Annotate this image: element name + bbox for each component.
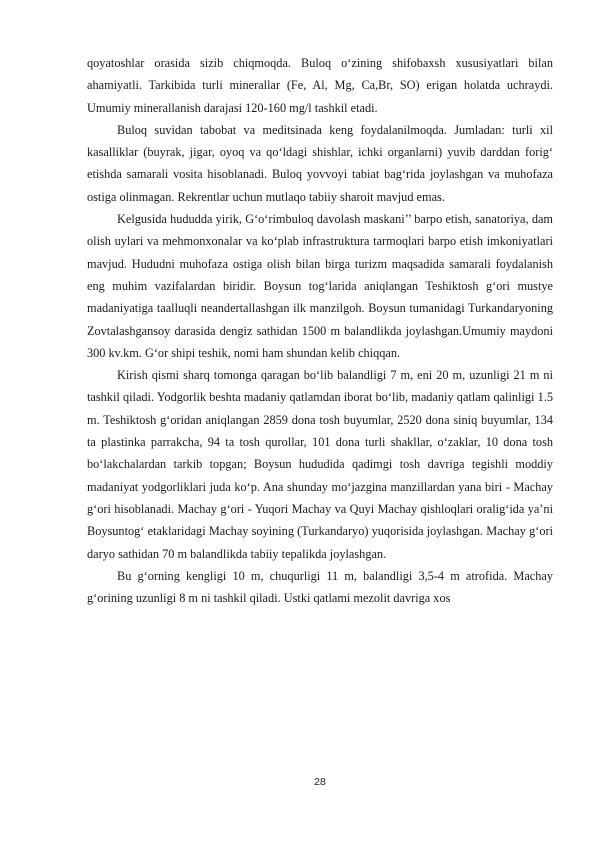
paragraph-cave-dimensions: Bu g‘orning kengligi 10 m, chuqurligi 11 m, balandligi 3,5-4 m atrofida. Machay g‘orining uzunligi 8 m ni tashkil qiladi. Ustki qatlami mezolit davriga xos xyxy=(87,568,553,606)
paragraph-continuation: qoyatoshlar orasida sizib chiqmoqda. Buloq o‘zining shifobaxsh xususiyatlari bilan ahamiyatli. Tarkibida turli minerallar (Fe, Al, Mg, Ca,Br, SO) erigan holatda uchraydi. Umumiy minerallanish darajasi 120-160 mg/l tashkil etadi. xyxy=(87,56,553,115)
body-text xyxy=(87,52,553,609)
paragraph-cave-entrance: Kirish qismi sharq tomonga qaragan bo‘lib balandligi 7 m, eni 20 m, uzunligi 21 m ni tashkil qiladi. Yodgorlik beshta madaniy qatlamdan iborat bo‘lib, madaniy qatlam qalinligi 1.5 m. Teshiktosh g‘oridan aniqlangan 2859 dona tosh buyumlar, 2520 dona siniq buyumlar, 134 ta plastinka parrakcha, 94 ta tosh qurollar, 101 dona turli shakllar, o‘zaklar, 10 dona tosh bo‘lakchalardan tarkib topgan; Boysun hududida qadimgi tosh davriga tegishli moddiy madaniyat yodgorliklari juda ko‘p. Ana shunday mo‘jazgina manzillardan yana biri - Machay g‘ori hisoblanadi. Machay g‘ori - Yuqori Machay va Quyi Machay qishloqlari oralig‘ida ya’ni Boysuntog‘ etaklaridagi Machay soyining (Turkandaryo) yuqorisida joylashgan. Machay g‘ori daryo sathidan 70 m balandlikda tabiiy tepalikda joylashgan. xyxy=(87,368,553,561)
page-number: 28 xyxy=(314,776,326,788)
paragraph-future-resort: Kelgusida hududda yirik, G‘o‘rimbuloq davolash maskani’’ barpo etish, sanatoriya, dam olish uylari va mehmonxonalar va ko‘plab infrastruktura tarmoqlari barpo etish imkoniyatlari mavjud. Hududni muhofaza ostiga olish bilan birga turizm maqsadida samarali foydalanish eng muhim vazifalardan biridir. Boysun tog‘larida aniqlangan Teshiktosh g‘ori mustye madaniyatiga taalluqli neandertallashgan ilk manzilgoh. Boysun tumanidagi Turkandaryoning Zovtalashgansoy darasida dengiz sathidan 1500 m balandlikda joylashgan.Umumiy maydoni 300 kv.km. G‘or shipi teshik, nomi ham shundan kelib chiqqan. xyxy=(87,212,553,360)
paragraph-spring-medicine: Buloq suvidan tabobat va meditsinada keng foydalanilmoqda. Jumladan: turli xil kasalliklar (buyrak, jigar, oyoq va qo‘ldagi shishlar, ichki organlarni) yuvib darddan forig‘ etishda samarali vosita hisoblanadi. Buloq yovvoyi tabiat bag‘rida joylashgan va muhofaza ostiga olinmagan. Rekrentlar uchun mutlaqo tabiiy sharoit mavjud emas. xyxy=(87,122,553,204)
